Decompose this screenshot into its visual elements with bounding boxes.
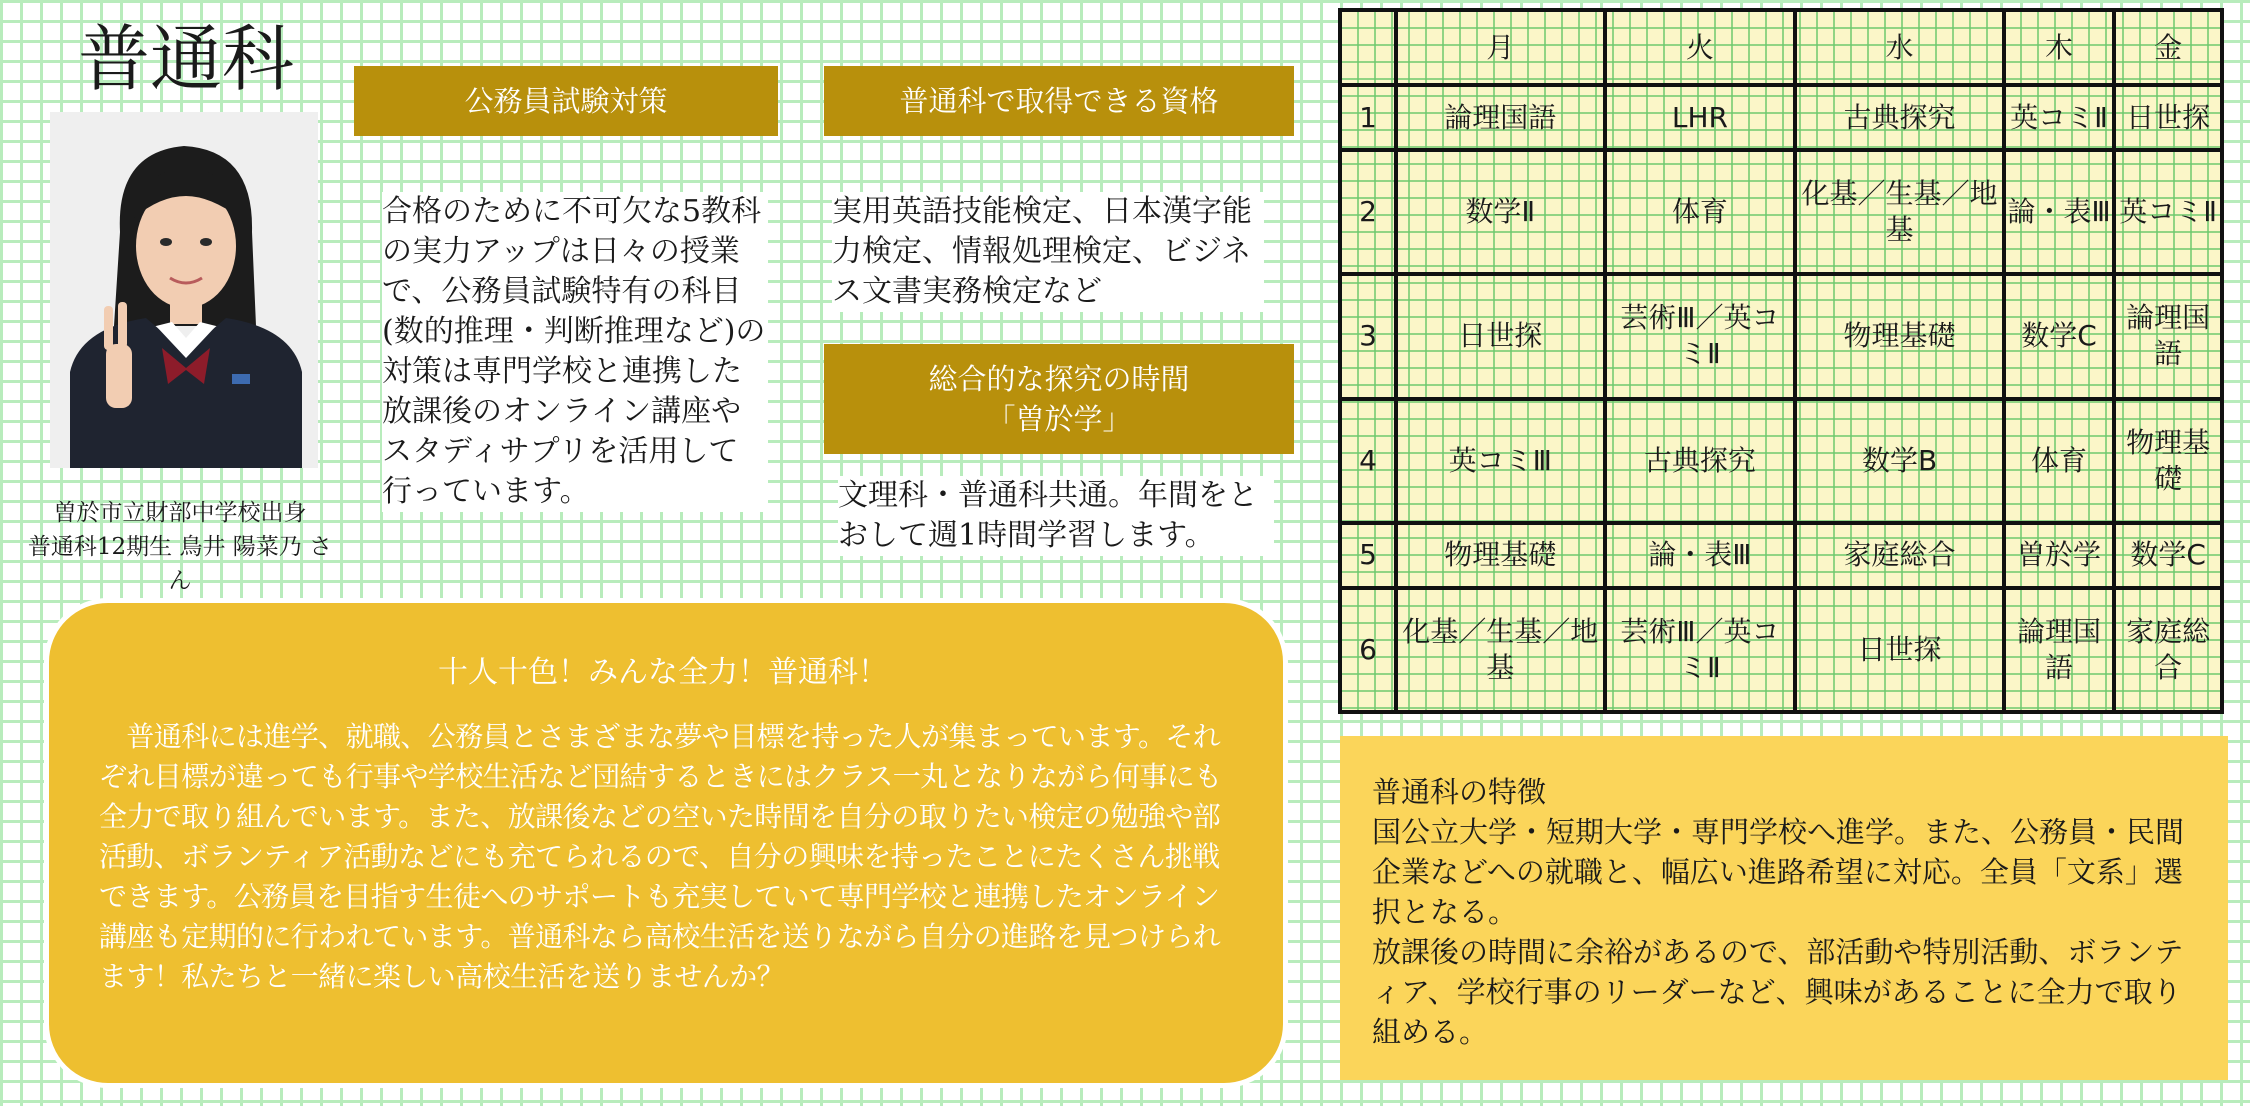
class-cell: 英コミⅡ: [2004, 85, 2114, 150]
day-header: 金: [2114, 10, 2222, 85]
class-cell: 家庭総合: [2114, 588, 2222, 712]
inquiry-heading-line2: 「曽於学」: [986, 402, 1132, 436]
timetable-header-row: [1340, 10, 2222, 85]
class-cell: 数学C: [2114, 523, 2222, 588]
day-header: 月: [1396, 10, 1605, 85]
class-cell: 英コミⅡ: [2114, 150, 2222, 274]
student-school: 曽於市立財部中学校出身: [53, 500, 307, 526]
period-number: 3: [1340, 274, 1396, 398]
period-number: 5: [1340, 523, 1396, 588]
class-cell: 英コミⅢ: [1396, 399, 1605, 523]
page-title: 普通科: [78, 17, 295, 101]
class-cell: 数学Ⅱ: [1396, 150, 1605, 274]
class-cell: 家庭総合: [1795, 523, 2004, 588]
class-cell: 化基／生基／地基: [1795, 150, 2004, 274]
class-cell: 古典探究: [1795, 85, 2004, 150]
feature-title: 十人十色！みんな全力！普通科！: [438, 655, 888, 690]
class-cell: 化基／生基／地基: [1396, 588, 1605, 712]
civil-service-text: 合格のために不可欠な5教科の実力アップは日々の授業で、公務員試験特有の科目(数的推理・判断推理など)の対策は専門学校と連携した放課後のオンライン講座やスタディサプリを活用して行っています。: [382, 192, 768, 512]
class-cell: 論理国語: [1396, 85, 1605, 150]
summary-paragraph-2: 放課後の時間に余裕があるので、部活動や特別活動、ボランティア、学校行事のリーダーなど、興味があることに全力で取り組める。: [1372, 935, 2184, 1049]
day-header: 木: [2004, 10, 2114, 85]
timetable-row: [1340, 399, 2222, 523]
inquiry-text: 文理科・普通科共通。年間をとおして週1時間学習します。: [838, 476, 1274, 556]
timetable-corner: [1340, 10, 1396, 85]
class-cell: 物理基礎: [1795, 274, 2004, 398]
class-cell: 体育: [2004, 399, 2114, 523]
class-cell: 数学B: [1795, 399, 2004, 523]
student-name: 普通科12期生 鳥井 陽菜乃 さん: [27, 534, 333, 594]
class-cell: LHR: [1605, 85, 1796, 150]
class-cell: 日世探: [1396, 274, 1605, 398]
feature-box: [44, 598, 1288, 1088]
period-number: 6: [1340, 588, 1396, 712]
timetable-row: [1340, 85, 2222, 150]
day-header: 火: [1605, 10, 1796, 85]
class-cell: 古典探究: [1605, 399, 1796, 523]
summary-heading: 普通科の特徴: [1372, 775, 1547, 809]
timetable-row: [1340, 588, 2222, 712]
class-cell: 体育: [1605, 150, 1796, 274]
feature-body: 普通科には進学、就職、公務員とさまざまな夢や目標を持った人が集まっています。それぞれ目標が違っても行事や学校生活など団結するときにはクラス一丸となりながら何事にも全力で取り組んでいます。また、放課後などの空いた時間を自分の取りたい検定の勉強や部活動、ボランティア活動などにも充てられるので、自分の興味を持ったことにたくさん挑戦できます。公務員を目指す生徒へのサポートも充実していて専門学校と連携したオンライン講座も定期的に行われています。普通科なら高校生活を送りながら自分の進路を見つけられます！私たちと一緒に楽しい高校生活を送りませんか？: [99, 720, 1222, 993]
inquiry-heading: [824, 344, 1294, 454]
class-cell: 数学C: [2004, 274, 2114, 398]
qualifications-text: 実用英語技能検定、日本漢字能力検定、情報処理検定、ビジネス文書実務検定など: [832, 192, 1264, 312]
inquiry-heading-line1: 総合的な探究の時間: [928, 362, 1190, 396]
timetable-row: [1340, 274, 2222, 398]
class-cell: 日世探: [1795, 588, 2004, 712]
class-cell: 芸術Ⅲ／英コミⅡ: [1605, 588, 1796, 712]
period-number: 4: [1340, 399, 1396, 523]
timetable-row: [1340, 150, 2222, 274]
student-caption: [20, 496, 340, 598]
summary-box: [1340, 736, 2228, 1080]
class-cell: 曽於学: [2004, 523, 2114, 588]
summary-paragraph-1: 国公立大学・短期大学・専門学校へ進学。また、公務員・民間企業などへの就職と、幅広い進路希望に対応。全員「文系」選択となる。: [1372, 815, 2185, 929]
student-portrait-illustration: [50, 112, 318, 468]
timetable-row: [1340, 523, 2222, 588]
class-cell: 物理基礎: [2114, 399, 2222, 523]
timetable: [1338, 8, 2224, 714]
period-number: 1: [1340, 85, 1396, 150]
class-cell: 芸術Ⅲ／英コミⅡ: [1605, 274, 1796, 398]
class-cell: 物理基礎: [1396, 523, 1605, 588]
class-cell: 論・表Ⅲ: [2004, 150, 2114, 274]
civil-service-heading: 公務員試験対策: [354, 66, 778, 136]
day-header: 水: [1795, 10, 2004, 85]
class-cell: 論理国語: [2004, 588, 2114, 712]
class-cell: 論理国語: [2114, 274, 2222, 398]
class-cell: 日世探: [2114, 85, 2222, 150]
student-photo: [50, 112, 318, 468]
qualifications-heading: 普通科で取得できる資格: [824, 66, 1294, 136]
period-number: 2: [1340, 150, 1396, 274]
class-cell: 論・表Ⅲ: [1605, 523, 1796, 588]
